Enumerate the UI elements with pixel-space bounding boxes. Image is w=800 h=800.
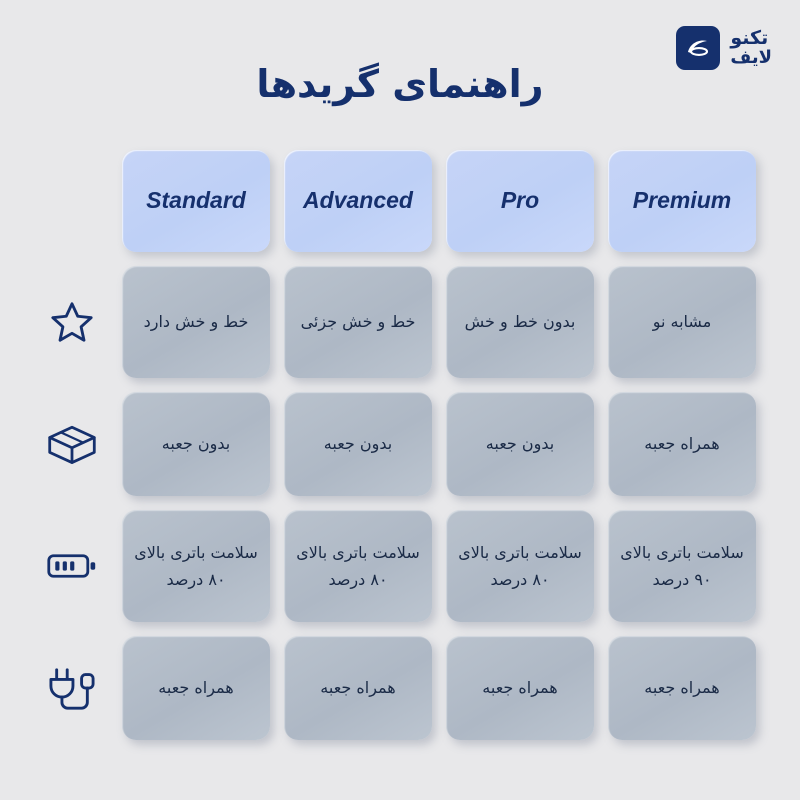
feature-row-battery (110, 510, 756, 622)
cell-box-standard (122, 392, 270, 496)
feature-row-condition (110, 266, 756, 378)
row-icon-column (28, 150, 116, 740)
brand-line-2: لایف (730, 46, 772, 68)
cell-text: همراه جعبه (644, 434, 720, 454)
cell-condition-premium (608, 266, 756, 378)
charger-plug-icon (28, 636, 116, 740)
page-title: راهنمای گریدها (256, 62, 544, 106)
cell-battery-standard (122, 510, 270, 622)
cell-battery-premium (608, 510, 756, 622)
cell-charger-premium (608, 636, 756, 740)
cell-box-advanced (284, 392, 432, 496)
cell-text: همراه جعبه (644, 678, 720, 698)
cell-text: مشابه نو (652, 312, 712, 332)
cell-condition-advanced (284, 266, 432, 378)
cell-text: خط و خش دارد (143, 312, 249, 332)
brand-line-1: تکنو (730, 26, 769, 49)
cell-text: همراه جعبه (158, 678, 234, 698)
cell-box-pro (446, 392, 594, 496)
cell-box-premium (608, 392, 756, 496)
cell-text: بدون خط و خش (464, 312, 576, 332)
grade-header-label: Premium (632, 187, 732, 214)
cell-charger-pro (446, 636, 594, 740)
cell-text: همراه جعبه (482, 678, 558, 698)
cell-text: همراه جعبه (320, 678, 396, 698)
cell-battery-pro (446, 510, 594, 622)
feature-row-box (110, 392, 756, 496)
grade-header-standard[interactable] (122, 150, 270, 252)
cell-text: سلامت باتری بالای ۸۰ درصد (134, 542, 258, 589)
cell-condition-standard (122, 266, 270, 378)
cell-charger-advanced (284, 636, 432, 740)
cell-text: خط و خش جزئی (300, 312, 416, 332)
cell-text: بدون جعبه (323, 434, 393, 454)
grade-header-premium[interactable] (608, 150, 756, 252)
cell-text: بدون جعبه (485, 434, 555, 454)
cell-condition-pro (446, 266, 594, 378)
grade-header-label: Advanced (303, 187, 413, 214)
open-box-icon (28, 392, 116, 496)
cell-text: سلامت باتری بالای ۹۰ درصد (620, 542, 744, 589)
feature-row-charger (110, 636, 756, 740)
cell-text: بدون جعبه (161, 434, 231, 454)
grade-header-label: Pro (500, 187, 540, 214)
cell-charger-standard (122, 636, 270, 740)
cell-text: سلامت باتری بالای ۸۰ درصد (458, 542, 582, 589)
star-icon (28, 266, 116, 378)
grade-header-row (110, 150, 756, 252)
cell-battery-advanced (284, 510, 432, 622)
grade-header-pro[interactable] (446, 150, 594, 252)
grade-comparison-grid (110, 150, 756, 754)
cell-text: سلامت باتری بالای ۸۰ درصد (296, 542, 420, 589)
grade-header-advanced[interactable] (284, 150, 432, 252)
grade-header-label: Standard (146, 187, 246, 214)
battery-icon (28, 510, 116, 622)
icon-slot-empty (28, 150, 116, 252)
